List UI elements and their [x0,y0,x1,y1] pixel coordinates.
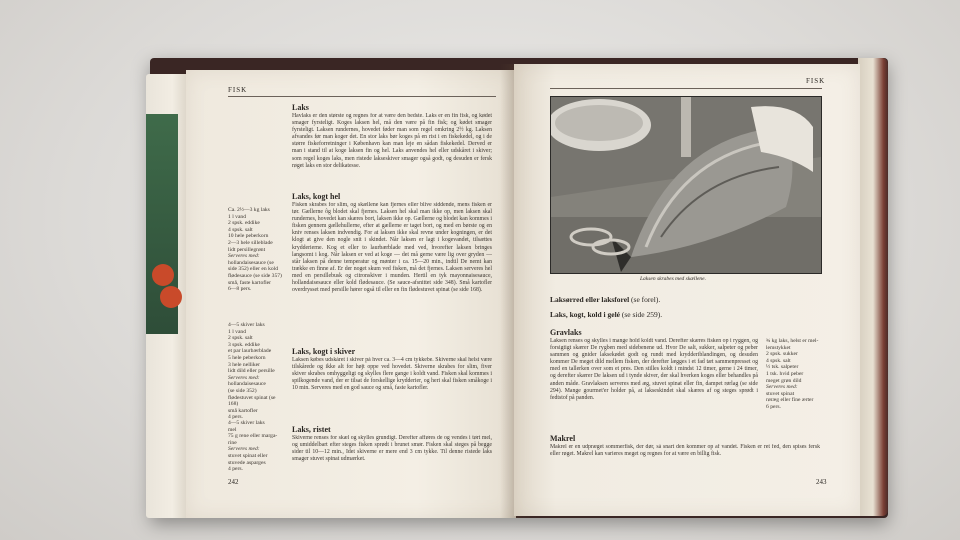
cross-reference: Laksørred eller laksforel (se forel). [550,295,661,304]
section-body: Laksen renses og skylles i mange hold koldt vand. Derefter skæres fisken op i ryggen, og forsigtigt skærer De rygben med sidebenene ud. Hvor De salt, sukker, salpeter og peber sammen og gnider laksekødet godt og rundt med krydderiblandingen, og desuden kommer De meget dild mellem fisken, der derefter lægges i et fad tæt sammenpresset og med en tallerken over som et pres. Den stilles koldt i mindst 12 timer, gerne i 24 timer, og derefter skærer De laksen ud i tynde skiver, der skal hverken koges eller behandles på anden måde. Gravlaksen serveres med æg, stuvet spinat eller fin, dampet rørlag (se side 294). Mange gourmet'er holder på, at lakseskindet skal skæres af og steges sprødt i fedtstof på panden. [550,338,758,401]
page-number-right: 243 [816,478,827,486]
left-page-stack [146,74,190,518]
cross-reference: Laks, kogt, kold i gelé (se side 259). [550,310,663,319]
section-body: Fisken skrabes for slim, og skællene kan fjernes eller blive siddende, mens fisken er tør. Gællerne ôg blodet skal fjernes. Laksen hel skal man ikke op, men laksen skal rundernes, hovedet kan skæres bort, laksen ikke op. Gællerne og blodet kan kommes i fisken gennem gællehullerne, efter at gællerne er taget bort, og med en børste og en kniv renses laksen indvendig. For at laksen ikke skal revne under kogningen, er det klogt at give den nogle snit i skindet. Når laksen er lagt i kogevandet, tilsættes krydderierne. Kog et eller to laurbærblade med ved, hvorefter laksen bringes langsomt i kog. Når laksen er ved at koge — det må gerne være lig over gryden — står laksen på denne temperatur og mønter i ca. 15—20 min., indtil De nemt kan trække en finne af. Er der noget skum ved fisken, må det fjernes. Laksen serveres hel med en persillebusk og citronskiver i munden. Hertil en tyk mayonnaisesauce, hollandaisesauce eller kold flødesauce. (Se sauce-afsnittet side 348). Små kartofler overdrysset med persille hører også til eller en fin flødestuvet spinat (se side 168). [292,202,492,294]
section-title: Laks [292,103,309,112]
page-number-left: 242 [228,478,239,486]
photo-illustration [551,97,821,273]
section-title: Makrel [550,434,576,443]
ingredient-list: 4—5 skiver laks mel 75 g rene eller marga- rine Serveres med: stuvet spinat eller stuvede asparges 4 pers. [228,420,278,473]
section-body: Laksen købes udskåret i skiver på hver ca. 3—4 cm tykkebe. Skiverne skal helst være tilskårede og ikke alt for højt oppe ved hovedet. Skiverne skrabes for slim, fiver skiver skrabes omhyggeligt og skylles flere gange i koldt vand. Fisken skal kommes i spilkogende vand, der er tilsat de forskellige krydderier, og heri skal fisken småkoge i 10 min. Serveres med en god sauce og små, faste kartofler. [292,357,492,392]
section-title: Gravlaks [550,328,582,337]
section-title: Laks, kogt i skiver [292,347,356,356]
ingredient-list: 4—5 skiver laks 1 l vand 2 spsk. salt 3 spsk. eddike et par laurbærblade 5 hele peberkorn 3 hele nelliker lidt dild eller persille Serveres med: hollandaisesauce (se side 352) flødestuvet spinat (se 168) små kartofler 4 pers. [228,322,276,421]
section-body: Makrel er en udpræget sommerfisk, der dør, så snart den kommer op af vandet. Fisken er ret fed, den spises fersk eller røget. Makrel kan varieres meget og regnes for at være en billig fisk. [550,444,820,458]
endpaper-illustration [146,114,178,334]
right-running-head: FISK [806,77,826,85]
left-header-rule [228,96,496,97]
salmon-scaling-photo [550,96,822,274]
section-body: Havlaks er den største og regnes for at være den bedste. Laks er en fin fisk, og kødet smager fyrsteligt. Koges laksen hel, må den være på fin fisk; og kødet smager fyrsteligt. Laksen rundernes, hovedet føder man som regel omkring 2½ kg. Laksen afvandes før man koger det. En stor laks bør koges på en rist i en fiskekedel, og i de større fiskeforretninger i København kan man leje en sådan fiskekedel. Derved er man i stand til at koge laksen fin og hel. Laks anvendes hel eller udskåret i skiver; som regel koges laks, men ristede lakseskiver smager også godt, og desuden er fersk røget laks en stor delikatesse. [292,113,492,169]
ingredient-list: Ca. 2½—3 kg laks 1 l vand 2 spsk. eddike 4 spsk. salt 10 hele peberkorn 2—3 hele silleblade lidt persillegrønt Serveres med: hollandaisesauce (se side 352) eller en kold flødesauce (se side 357) små, faste kartofler 6—8 pers. [228,207,282,293]
photo-caption: Laksen skrabes med skællene. [640,276,706,282]
right-page-stack [858,58,888,516]
section-title: Laks, kogt hel [292,192,341,201]
section-body: Skiverne renses for skæl og skylles grundigt. Derefter afføres de og vendes i tørt mel, og umiddelbart efter steges fisken sprødt i brunet smør. Fisken skal steges på begge sider til 10—12 min., Idet skiverne er mere end 3 cm tykke. Til denne ristede laks smager stuvet spinat udmærket. [292,435,492,463]
ingredient-list: ¾ kg laks, helst er mel- lemstykket 2 spsk. sukker 4 spsk. salt ½ tsk. salpeter 1 tsk. hvid peber meget grøn dild Serveres med: stuvet spinat røræg eller fine ærter 6 pers. [766,338,819,410]
left-running-head: FISK [228,86,248,94]
section-title: Laks, ristet [292,425,331,434]
right-header-rule [550,88,822,89]
